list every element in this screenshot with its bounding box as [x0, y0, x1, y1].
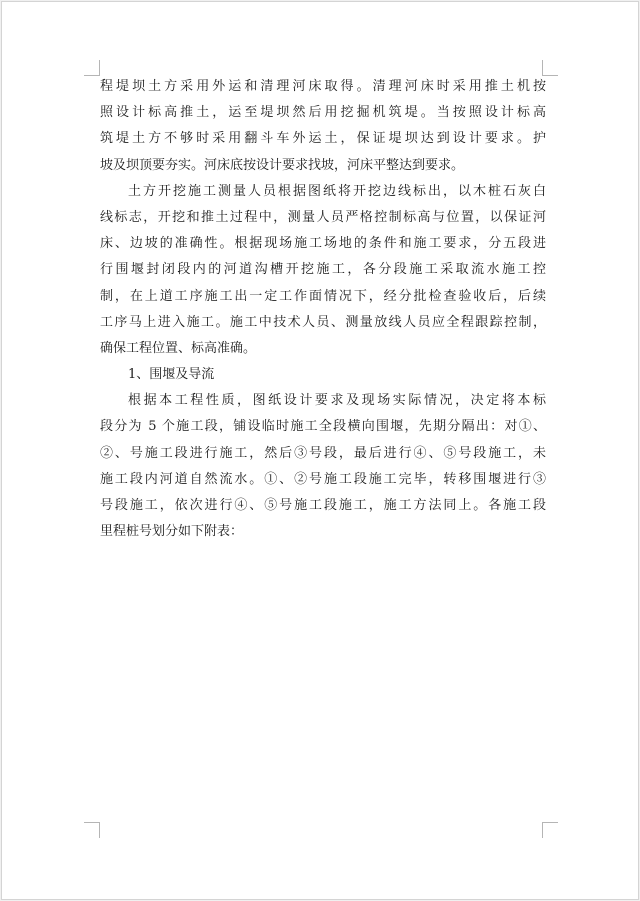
text-line: 施工段内河道自然流水。①、②号施工段施工完毕，转移围堰进行③: [100, 471, 546, 487]
paragraph-earthwork-embankment: [100, 74, 546, 179]
text-line: 工序马上进入施工。施工中技术人员、测量放线人员应全程跟踪控制，: [100, 314, 546, 330]
text-line: 床、边坡的准确性。根据现场施工场地的条件和施工要求，分五段进: [100, 236, 546, 252]
text-line: 制，在上道工序施工出一定工作面情况下，经分批检查验收后，后续: [100, 288, 546, 304]
text-line: 号段施工，依次进行④、⑤号施工段施工，施工方法同上。各施工段: [100, 498, 546, 513]
text-line: 土方开挖施工测量人员根据图纸将开挖边线标出，以木桩石灰白: [128, 183, 546, 199]
text-line: ②、号施工段进行施工，然后③号段，最后进行④、⑤号段施工，未: [100, 445, 546, 461]
text-line: 线标志，开挖和推土过程中，测量人员严格控制标高与位置，以保证河: [100, 209, 546, 225]
section-heading: 1、围堰及导流: [128, 367, 215, 383]
text-line: 根据本工程性质，图纸设计要求及现场实际情况，决定将本标: [128, 393, 546, 409]
paragraph-excavation-survey: [100, 179, 546, 362]
text-line: 行围堰封闭段内的河道沟槽开挖施工，各分段施工采取流水施工控: [100, 262, 546, 278]
paragraph-cofferdam-sections: [100, 388, 546, 545]
text-line: 里程桩号划分如下附表：: [100, 524, 244, 540]
text-line: 程堤坝土方采用外运和清理河床取得。清理河床时采用推土机按: [100, 79, 546, 94]
text-line: 筑堤土方不够时采用翻斗车外运土，保证堤坝达到设计要求。护: [100, 131, 546, 147]
margin-corner-top-left: [84, 60, 100, 76]
margin-corner-bottom-left: [84, 822, 100, 838]
margin-corner-bottom-right: [542, 822, 558, 838]
document-page: [1, 1, 639, 900]
text-line: 段分为 5 个施工段，铺设临时施工全段横向围堰，先期分隔出：对①、: [100, 419, 546, 435]
text-line: 坡及坝顶要夯实。河床底按设计要求找坡，河床平整达到要求。: [100, 157, 465, 173]
text-line: 照设计标高推土，运至堤坝然后用挖掘机筑堤。当按照设计标高: [100, 105, 546, 121]
text-line: 确保工程位置、标高准确。: [100, 340, 257, 356]
document-body: [100, 74, 546, 545]
